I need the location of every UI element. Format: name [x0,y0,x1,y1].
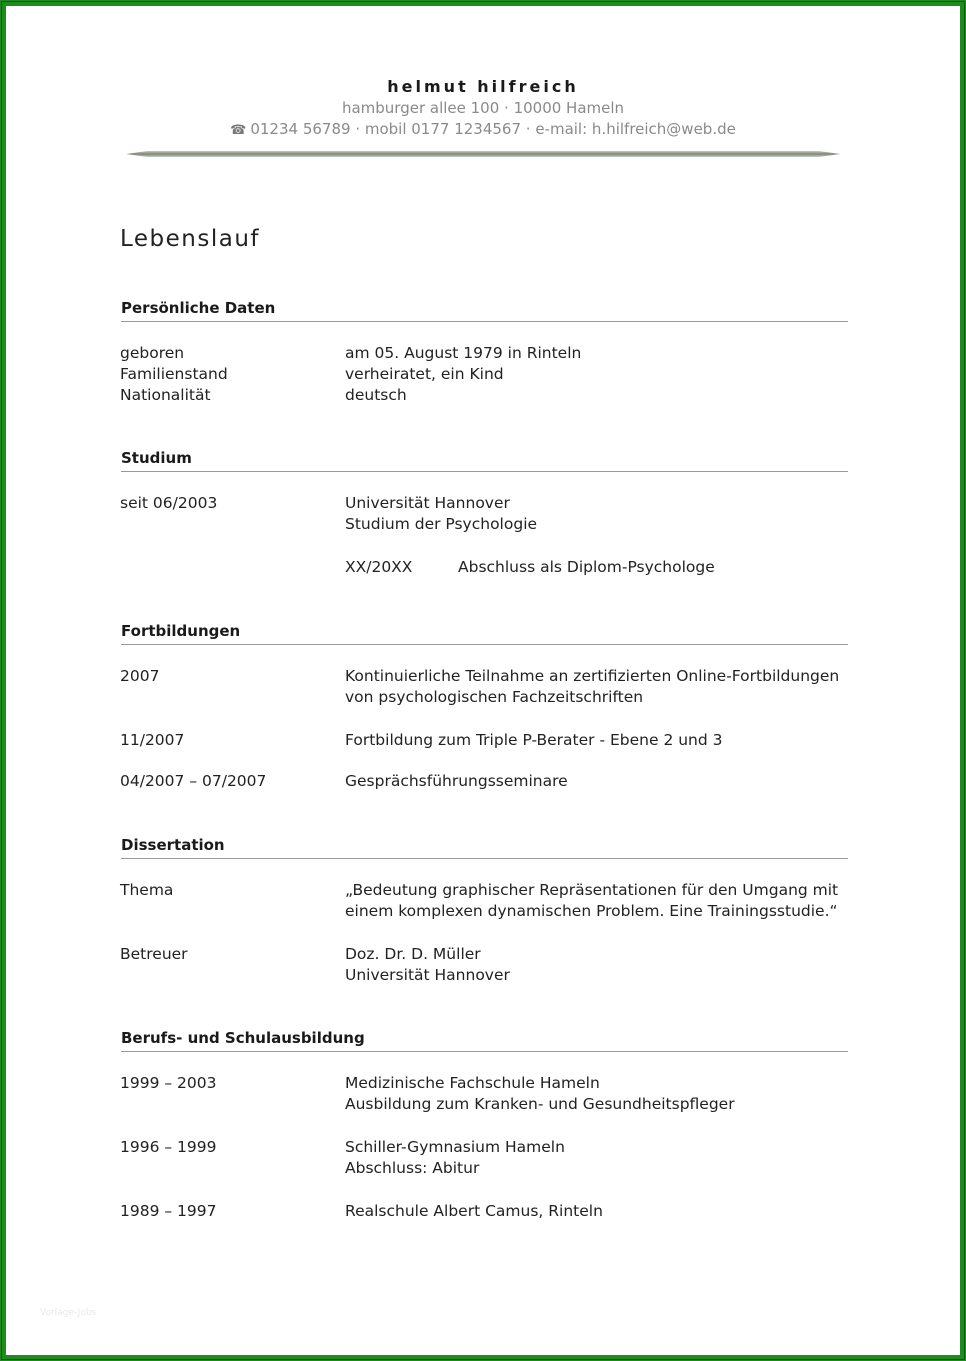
ausbildung-date-3: 1989 – 1997 [120,1202,217,1220]
contact-line [0,119,966,141]
ausbildung-text-3: Realschule Albert Camus, Rinteln [345,1202,603,1220]
phone-icon: ☎ [230,123,247,138]
ausbildung-text-2b: Abschluss: Abitur [345,1159,480,1177]
studium-subject: Studium der Psychologie [345,515,538,533]
ausbildung-text-1b: Ausbildung zum Kranken- und Gesundheitspfleger [345,1095,735,1113]
ausbildung-text-1a: Medizinische Fachschule Hameln [345,1074,600,1092]
section-heading-ausbildung: Berufs- und Schulausbildung [121,1027,848,1052]
studium-date: seit 06/2003 [120,494,218,512]
document-title: Lebenslauf [120,226,261,252]
fortbildung-date-3: 04/2007 – 07/2007 [120,772,267,790]
label-familienstand: Familienstand [120,365,228,383]
section-heading-fortbildungen: Fortbildungen [121,620,848,645]
value-geboren: am 05. August 1979 in Rinteln [345,344,582,362]
label-thema: Thema [120,881,174,899]
section-heading-personal: Persönliche Daten [121,297,848,322]
thema-line-1: „Bedeutung graphischer Repräsentationen für den Umgang mit [345,881,839,899]
value-nationalitaet: deutsch [345,386,407,404]
fortbildung-date-1: 2007 [120,667,160,685]
studium-degree: Abschluss als Diplom-Psychologe [458,558,715,576]
ausbildung-text-2a: Schiller-Gymnasium Hameln [345,1138,565,1156]
label-nationalitaet: Nationalität [120,386,211,404]
watermark: Vorlage-Jobs [40,1308,97,1318]
address: hamburger allee 100 · 10000 Hameln [341,99,625,117]
header [0,76,966,141]
label-betreuer: Betreuer [120,945,188,963]
header-rule [126,151,840,157]
betreuer-line-1: Doz. Dr. D. Müller [345,945,481,963]
ausbildung-date-2: 1996 – 1999 [120,1138,217,1156]
applicant-name: helmut hilfreich [387,77,579,96]
label-geboren: geboren [120,344,185,362]
fortbildung-text-3: Gesprächsführungsseminare [345,772,568,790]
fortbildung-text-1a: Kontinuierliche Teilnahme an zertifizierten Online-Fortbildungen [345,667,840,685]
ausbildung-date-1: 1999 – 2003 [120,1074,217,1092]
studium-university: Universität Hannover [345,494,510,512]
thema-line-2: einem komplexen dynamischen Problem. Eine Trainingsstudie.“ [345,902,838,920]
value-familienstand: verheiratet, ein Kind [345,365,504,383]
fortbildung-text-1b: von psychologischen Fachzeitschriften [345,688,644,706]
studium-sub-date: XX/20XX [345,558,413,576]
section-heading-dissertation: Dissertation [121,834,848,859]
betreuer-line-2: Universität Hannover [345,966,510,984]
fortbildung-text-2: Fortbildung zum Triple P-Berater - Ebene 2 und 3 [345,731,723,749]
fortbildung-date-2: 11/2007 [120,731,185,749]
section-heading-studium: Studium [121,447,848,472]
contact-text: 01234 56789 · mobil 0177 1234567 · e-mail: h.hilfreich@web.de [250,120,736,138]
